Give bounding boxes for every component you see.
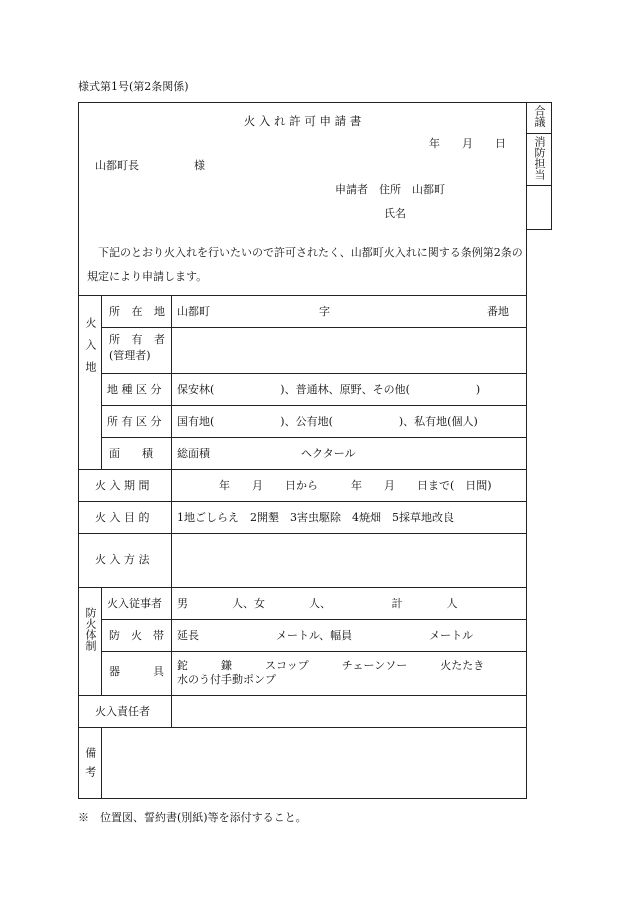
workers-label: 火入従事者 (107, 597, 162, 610)
period-value: 年 月 日から 年 月 日まで( 日間) (219, 479, 492, 492)
date-line: 年 月 日 (429, 137, 506, 150)
form-number: 様式第1号(第2条関係) (78, 80, 189, 93)
applicant-name: 氏名 (384, 207, 406, 220)
land-area-unit: ヘクタール (301, 447, 356, 460)
equipment-value: 鉈 鎌 スコップ チェーンソー 火たたき (177, 659, 485, 672)
approval-fire-dept: 消防担当 (533, 136, 546, 180)
approval-consult: 合議 (533, 105, 546, 127)
method-label: 火 入 方 法 (95, 553, 150, 566)
land-location-banchi: 番地 (487, 305, 509, 318)
purpose-value: 1地ごしらえ 2開墾 3害虫駆除 4焼畑 5採草地改良 (177, 511, 454, 524)
land-owner-label: 所 有 者 (109, 333, 169, 346)
remarks-label: 備考 (83, 747, 97, 785)
application-form (78, 102, 527, 799)
firebreak-value: 延長 メートル、幅員 メートル (177, 629, 474, 642)
land-owner-sublabel: (管理者) (109, 349, 151, 362)
land-ownership-value: 国有地( )、公有地( )、私有地(個人) (177, 415, 478, 428)
form-title: 火 入 れ 許 可 申 請 書 (243, 114, 362, 128)
land-area-total: 総面積 (177, 447, 210, 460)
fire-prevention-label: 防火体制 (84, 607, 97, 651)
equipment-value-2: 水のう付手動ポンプ (177, 673, 276, 686)
land-location-aza: 字 (319, 305, 330, 318)
land-group-label: 火 入 地 (84, 317, 97, 372)
period-label: 火 入 期 間 (95, 479, 150, 492)
approval-box (527, 102, 552, 230)
land-area-label: 面 積 (109, 447, 153, 460)
responsible-label: 火入責任者 (95, 705, 150, 718)
land-type-label: 地 種 区 分 (107, 383, 162, 396)
workers-value: 男 人、女 人、 計 人 (177, 597, 458, 610)
land-ownership-label: 所 有 区 分 (107, 415, 162, 428)
land-location-label: 所 在 地 (109, 305, 169, 318)
land-type-value: 保安林( )、普通林、原野、その他( ) (177, 383, 481, 396)
firebreak-label: 防 火 帯 (109, 629, 164, 642)
addressee: 山都町長 様 (95, 159, 205, 172)
purpose-label: 火 入 目 的 (95, 511, 150, 524)
intro-text: 下記のとおり火入れを行いたいので許可されたく、山都町火入れに関する条例第2条の規定により申請します。 (87, 246, 523, 283)
land-location-town: 山都町 (177, 305, 210, 318)
applicant-address: 申請者 住所 山都町 (335, 183, 445, 196)
equipment-label: 器 具 (109, 665, 164, 678)
footnote: ※ 位置図、誓約書(別紙)等を添付すること。 (78, 811, 307, 824)
